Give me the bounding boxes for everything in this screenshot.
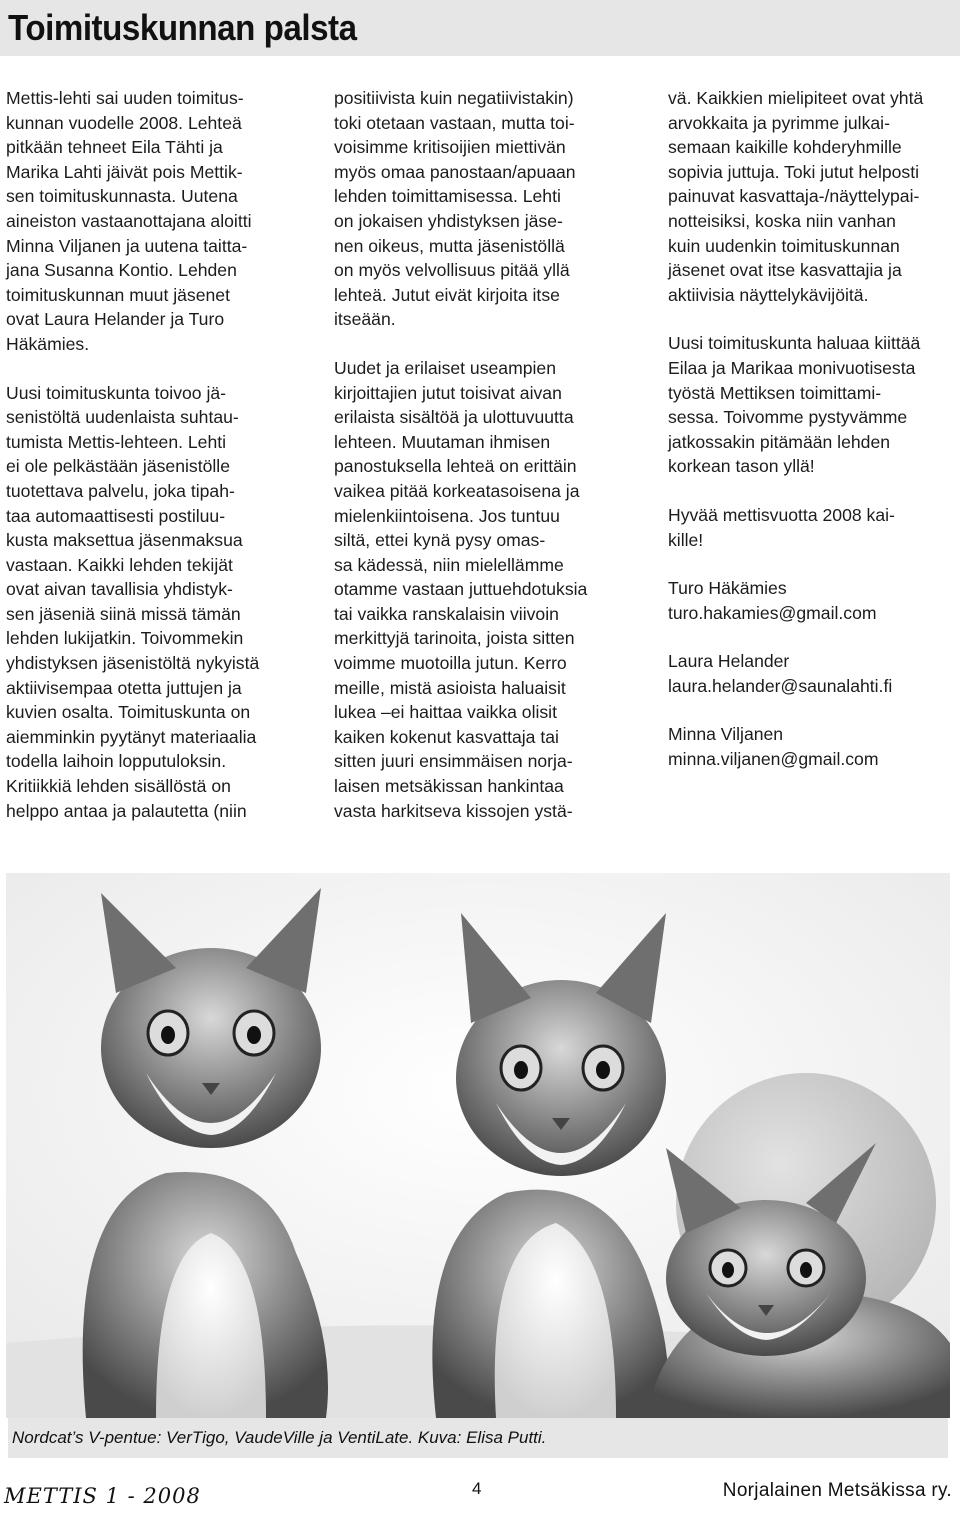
text-line: meille, mistä asioista haluaisit (334, 677, 566, 698)
text-line: vasta harkitseva kissojen ystä- (334, 800, 573, 821)
text-line: Minna Viljanen ja uutena taitta- (6, 235, 248, 256)
text-line: itseään. (334, 309, 396, 330)
text-line: ovat aivan tavallisia yhdistyk- (6, 579, 233, 600)
text-line: nen oikeus, mutta jäsenistöllä (334, 235, 565, 256)
text-line: lehteen. Muutaman ihmisen (334, 431, 551, 452)
text-line: korkean tason yllä! (668, 456, 815, 477)
text-line: vaikea pitää korkeatasoisena ja (334, 480, 580, 501)
text-line: jatkossakin pitämään lehden (668, 431, 891, 452)
contact-name: Minna Viljanen (668, 724, 784, 745)
contact-name: Turo Häkämies (668, 578, 787, 599)
text-line: Uusi toimituskunta toivoo jä- (6, 382, 227, 403)
text-line: tai vaikka ranskalaisin viivoin (334, 603, 559, 624)
contact-name: Laura Helander (668, 651, 790, 672)
text-line: työstä Mettiksen toimittami- (668, 382, 882, 403)
text-line: tumista Mettis-lehteen. Lehti (6, 431, 227, 452)
text-line: myös omaa panostaan/apuaan (334, 161, 576, 182)
footer-publisher: Norjalainen Metsäkissa ry. (722, 1480, 952, 1501)
text-line: jana Susanna Kontio. Lehden (6, 260, 237, 281)
text-line: painuvat kasvattaja-/näyttelypai- (668, 186, 920, 207)
text-line: jäsenet ovat itse kasvattajia ja (668, 260, 902, 281)
text-line: kuvien osalta. Toimituskunta on (6, 702, 251, 723)
text-line: sessa. Toivomme pystyvämme (668, 407, 908, 428)
text-line: Hyvää mettisvuotta 2008 kai- (668, 504, 895, 525)
text-line: lukea –ei haittaa vaikka olisit (334, 702, 557, 723)
text-line: sopivia juttuja. Toki jutut helposti (668, 161, 920, 182)
text-line: kuin uudenkin toimituskunnan (668, 235, 900, 256)
text-line: aiemminkin pyytänyt materiaalia (6, 726, 257, 747)
contact-email: turo.hakamies@gmail.com (668, 602, 877, 623)
text-column-3 (668, 86, 958, 796)
paragraph (334, 86, 624, 332)
contact-block (668, 722, 958, 771)
text-line: voimme muotoilla jutun. Kerro (334, 653, 567, 674)
text-line: Marika Lahti jäivät pois Mettik- (6, 161, 243, 182)
text-line: otamme vastaan juttuehdotuksia (334, 579, 588, 600)
text-line: laisen metsäkissan hankintaa (334, 776, 564, 797)
text-line: sen jäseniä siinä missä tämän (6, 603, 241, 624)
text-line: helppo antaa ja palautetta (niin (6, 800, 247, 821)
text-line: senistöltä uudenlaista suhtau- (6, 407, 239, 428)
text-line: vastaan. Kaikki lehden tekijät (6, 554, 233, 575)
text-line: Mettis-lehti sai uuden toimitus- (6, 88, 244, 108)
text-line: tuotettava palvelu, joka tipah- (6, 480, 235, 501)
contact-email: laura.helander@saunalahti.fi (668, 675, 893, 696)
contact-email: minna.viljanen@gmail.com (668, 749, 879, 770)
paragraph (668, 86, 958, 307)
paragraph (334, 356, 624, 823)
text-line: Häkämies. (6, 333, 90, 354)
text-line: kaiken kokenut kasvattaja tai (334, 726, 559, 747)
text-column-2 (334, 86, 624, 847)
text-line: taa automaattisesti postiluu- (6, 505, 226, 526)
text-line: semaan kaikille kohderyhmille (668, 137, 902, 158)
footer-issue: METTIS 1 - 2008 (4, 1484, 201, 1508)
text-line: arvokkaita ja pyrimme julkai- (668, 112, 890, 133)
text-line: Uudet ja erilaiset useampien (334, 357, 557, 378)
text-line: toimituskunnan muut jäsenet (6, 284, 230, 305)
text-line: merkittyjä tarinoita, joista sitten (334, 628, 575, 649)
text-line: sitten juuri ensimmäisen norja- (334, 751, 573, 772)
text-line: sen toimituskunnasta. Uutena (6, 186, 238, 207)
text-line: siltä, ettei kynä pysy omas- (334, 530, 546, 551)
text-line: aktiivisempaa otetta juttujen ja (6, 677, 242, 698)
text-line: notteisiksi, koska niin vanhan (668, 210, 896, 231)
text-line: positiivista kuin negatiivistakin) (334, 88, 574, 108)
contact-block (668, 649, 958, 698)
text-line: lehteä. Jutut eivät kirjoita itse (334, 284, 560, 305)
text-line: panostuksella lehteä on erittäin (334, 456, 577, 477)
text-line: lehden toimittamisessa. Lehti (334, 186, 561, 207)
text-line: todella laihoin lopputuloksin. (6, 751, 227, 772)
text-column-1 (6, 86, 296, 847)
text-line: kusta maksettua jäsenmaksua (6, 530, 243, 551)
text-line: sa kädessä, niin mielellämme (334, 554, 564, 575)
photo-caption: Nordcat’s V-pentue: VerTigo, VaudeVille ja VentiLate. Kuva: Elisa Putti. (8, 1418, 948, 1458)
text-line: aineiston vastaanottajana aloitti (6, 210, 252, 231)
text-line: kunnan vuodelle 2008. Lehteä (6, 112, 242, 133)
page-number: 4 (472, 1479, 482, 1498)
text-line: pitkään tehneet Eila Tähti ja (6, 137, 223, 158)
text-line: ovat Laura Helander ja Turo (6, 309, 225, 330)
paragraph (6, 381, 296, 824)
text-line: voisimme kritisoijien miettivän (334, 137, 566, 158)
text-line: kille! (668, 529, 704, 550)
text-line: Eilaa ja Marikaa monivuotisesta (668, 357, 916, 378)
text-line: toki otetaan vastaan, mutta toi- (334, 112, 575, 133)
text-line: kirjoittajien jutut toisivat aivan (334, 382, 562, 403)
paragraph (668, 331, 958, 479)
text-line: yhdistyksen jäsenistöltä nykyistä (6, 653, 260, 674)
kittens-illustration (6, 873, 950, 1418)
page-title: Toimituskunnan palsta (8, 7, 357, 48)
text-line: ei ole pelkästään jäsenistölle (6, 456, 230, 477)
text-line: aktiivisia näyttelykävijöitä. (668, 284, 869, 305)
kittens-photo (6, 873, 950, 1418)
text-line: vä. Kaikkien mielipiteet ovat yhtä (668, 88, 924, 108)
paragraph (6, 86, 296, 357)
text-line: on jokaisen yhdistyksen jäse- (334, 210, 563, 231)
text-line: Uusi toimituskunta haluaa kiittää (668, 333, 921, 354)
text-line: mielenkiintoisena. Jos tuntuu (334, 505, 560, 526)
text-line: erilaista sisältöä ja ulottuvuutta (334, 407, 574, 428)
text-line: lehden lukijatkin. Toivommekin (6, 628, 244, 649)
contact-block (668, 576, 958, 625)
paragraph (668, 503, 958, 552)
text-line: Kritiikkiä lehden sisällöstä on (6, 776, 231, 797)
text-line: on myös velvollisuus pitää yllä (334, 260, 570, 281)
page-header (0, 0, 960, 56)
